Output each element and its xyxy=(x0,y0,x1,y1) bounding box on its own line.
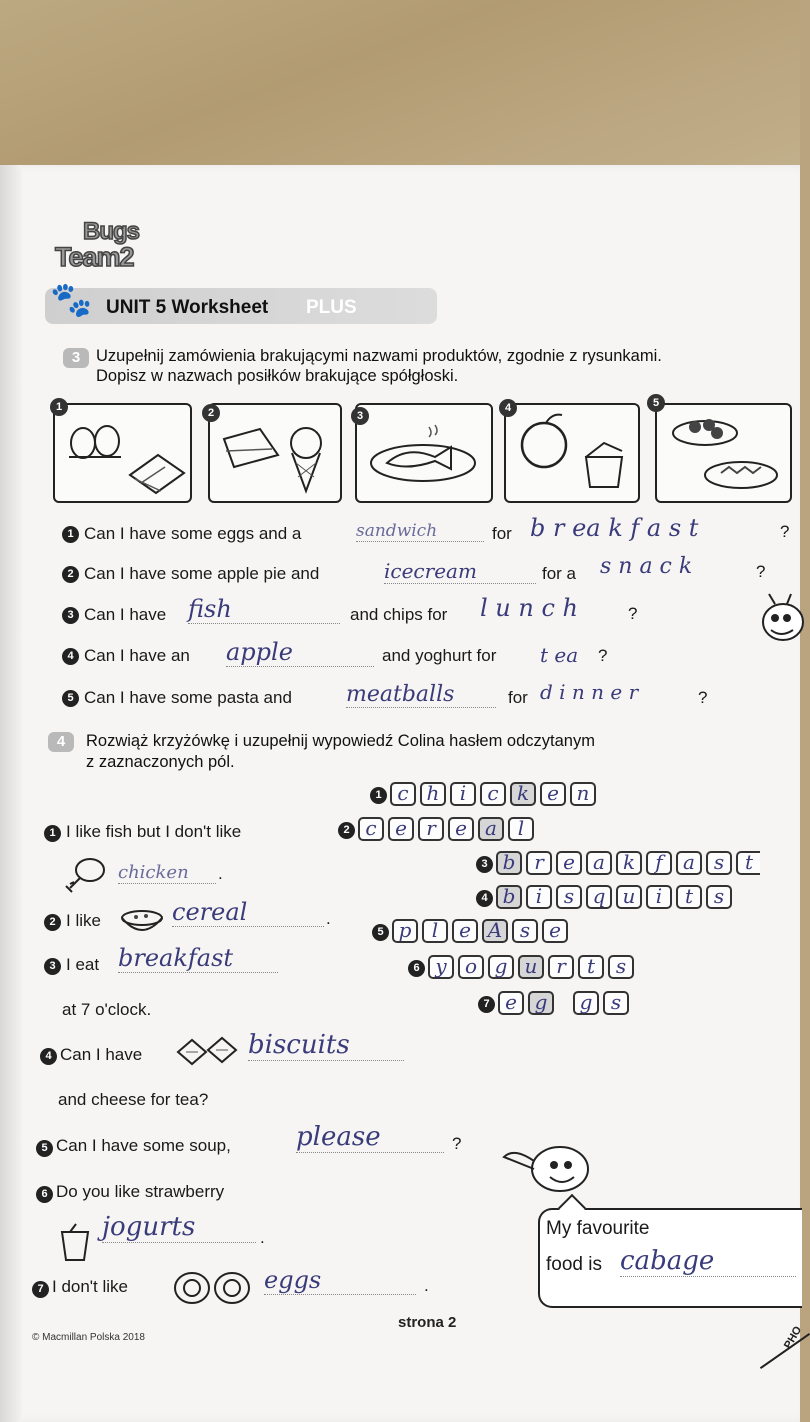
clue-1-text: I like fish but I don't like xyxy=(66,822,242,841)
grid-cell: c xyxy=(358,817,384,841)
chicken-leg-icon xyxy=(62,856,106,896)
grid-cell: i xyxy=(450,782,476,806)
sentence-1-meal: b r ea k f a s t xyxy=(530,514,699,542)
grid-cell: r xyxy=(548,955,574,979)
sentence-2-number: 2 xyxy=(62,566,79,583)
clue-2-number: 2 xyxy=(44,914,61,931)
picture-3-fish-chips xyxy=(355,403,493,503)
clue-6-text: Do you like strawberry xyxy=(56,1182,225,1201)
clue-5-number: 5 xyxy=(36,1140,53,1157)
sentence-5-text: Can I have some pasta and xyxy=(84,688,292,707)
sentence-4-qmark: ? xyxy=(598,646,608,665)
grid-cell: p xyxy=(392,919,418,943)
picture-4-number: 4 xyxy=(499,399,517,417)
grid-cell: o xyxy=(458,955,484,979)
exercise-4-number: 4 xyxy=(48,732,74,752)
pie-icecream-drawing xyxy=(210,405,340,501)
grid-cell: e xyxy=(498,991,524,1015)
clue-7-number: 7 xyxy=(32,1281,49,1298)
grid-row-5-number: 5 xyxy=(372,924,389,941)
grid-cell: a xyxy=(676,851,702,875)
clue-4-answer: biscuits xyxy=(248,1030,404,1061)
paw-icon: 🐾 xyxy=(50,281,93,319)
grid-cell-highlighted: u xyxy=(518,955,544,979)
clue-6-number: 6 xyxy=(36,1186,53,1203)
colin-character-drawing xyxy=(500,1135,592,1195)
clue-7-answer: eggs xyxy=(264,1266,416,1295)
clue-2-text: I like xyxy=(66,911,101,930)
bugs-team-logo: Bugs Team2 xyxy=(55,218,139,272)
grid-cell: h xyxy=(420,782,446,806)
grid-cell-cut-off: t xyxy=(736,851,760,875)
picture-2-number: 2 xyxy=(202,404,220,422)
grid-cell: e xyxy=(452,919,478,943)
grid-cell: f xyxy=(646,851,672,875)
sentence-2-meal: s n a c k xyxy=(600,554,693,579)
clue-3-continuation: at 7 o'clock. xyxy=(62,1000,152,1019)
grid-cell: s xyxy=(706,851,732,875)
grid-row-2-number: 2 xyxy=(338,822,355,839)
clue-4-number: 4 xyxy=(40,1048,57,1065)
picture-2-pie-icecream xyxy=(208,403,342,503)
fish-chips-drawing xyxy=(357,405,491,501)
clue-4-text: Can I have xyxy=(60,1045,143,1064)
unit-title: UNIT 5 Worksheet xyxy=(106,297,269,318)
grid-cell: e xyxy=(540,782,566,806)
clue-2-end: . xyxy=(326,909,331,928)
grid-cell: u xyxy=(616,885,642,909)
sentence-1-qmark: ? xyxy=(780,522,790,541)
grid-cell: k xyxy=(616,851,642,875)
sentence-3-for: and chips for xyxy=(350,605,448,624)
sentence-4-answer: apple xyxy=(226,638,374,667)
sentence-1-answer: sandwich xyxy=(356,521,484,542)
sentence-2-text: Can I have some apple pie and xyxy=(84,564,320,583)
picture-1-number: 1 xyxy=(50,398,68,416)
grid-cell: i xyxy=(646,885,672,909)
grid-cell: r xyxy=(526,851,552,875)
picture-4-apple-yoghurt xyxy=(504,403,640,503)
clue-4-continuation: and cheese for tea? xyxy=(58,1090,209,1109)
cereal-bowl-icon xyxy=(118,906,166,936)
exercise-3-instruction-2: Dopisz w nazwach posiłków brakujące spółgłoski. xyxy=(96,367,459,385)
grid-cell: t xyxy=(676,885,702,909)
grid-cell: s xyxy=(512,919,538,943)
grid-row-3-number: 3 xyxy=(476,856,493,873)
grid-cell: s xyxy=(556,885,582,909)
picture-5-pasta-meatballs xyxy=(655,403,792,503)
grid-cell-highlighted: k xyxy=(510,782,536,806)
sentence-5-answer: meatballs xyxy=(346,682,496,708)
clue-6-end: . xyxy=(260,1228,265,1247)
grid-cell: s xyxy=(608,955,634,979)
clue-1-answer: chicken xyxy=(118,862,216,884)
sentence-2-for: for a xyxy=(542,564,577,583)
grid-cell: r xyxy=(418,817,444,841)
picture-1-eggs-sandwich xyxy=(53,403,192,503)
grid-cell: c xyxy=(480,782,506,806)
grid-cell-highlighted: g xyxy=(528,991,554,1015)
sentence-3-number: 3 xyxy=(62,607,79,624)
bubble-line-2: food is xyxy=(546,1254,602,1275)
apple-yoghurt-drawing xyxy=(506,405,638,501)
sentence-3-text: Can I have xyxy=(84,605,167,624)
grid-row-7-number: 7 xyxy=(478,996,495,1013)
clue-1-end: . xyxy=(218,864,223,883)
sentence-4-meal: t ea xyxy=(540,643,579,667)
grid-cell: y xyxy=(428,955,454,979)
grid-cell-highlighted: A xyxy=(482,919,508,943)
grid-row-1-number: 1 xyxy=(370,787,387,804)
grid-cell: l xyxy=(422,919,448,943)
sentence-5-for: for xyxy=(508,688,528,707)
clue-2-answer: cereal xyxy=(172,898,324,927)
grid-cell: s xyxy=(706,885,732,909)
unit-plus-label: PLUS xyxy=(306,297,357,318)
grid-cell: n xyxy=(570,782,596,806)
exercise-4-instruction-2: z zaznaczonych pól. xyxy=(86,753,235,771)
grid-cell: e xyxy=(448,817,474,841)
grid-cell: i xyxy=(526,885,552,909)
sentence-2-qmark: ? xyxy=(756,562,766,581)
clue-6-answer: jogurts xyxy=(102,1212,256,1243)
grid-cell: e xyxy=(556,851,582,875)
clue-5-answer: please xyxy=(296,1122,444,1153)
clue-3-number: 3 xyxy=(44,958,61,975)
sentence-4-text: Can I have an xyxy=(84,646,190,665)
clue-3-text: I eat xyxy=(66,955,100,974)
sentence-1-text: Can I have some eggs and a xyxy=(84,524,302,543)
exercise-3-number: 3 xyxy=(63,348,89,368)
picture-3-number: 3 xyxy=(351,407,369,425)
clue-1-number: 1 xyxy=(44,825,61,842)
grid-cell-highlighted: b xyxy=(496,851,522,875)
eggs-sandwich-drawing xyxy=(55,405,190,501)
sentence-5-meal: d i n n e r xyxy=(540,680,639,704)
sentence-1-for: for xyxy=(492,524,512,543)
exercise-4-instruction-1: Rozwiąż krzyżówkę i uzupełnij wypowiedź Colina hasłem odczytanym xyxy=(86,732,595,750)
bug-character-drawing xyxy=(755,590,800,645)
grid-cell: s xyxy=(603,991,629,1015)
sentence-2-answer: icecream xyxy=(384,559,536,584)
clue-5-end: ? xyxy=(452,1134,462,1153)
sentence-3-answer: fish xyxy=(188,595,340,624)
clue-7-text: I don't like xyxy=(52,1277,129,1296)
grid-cell: e xyxy=(388,817,414,841)
grid-cell: a xyxy=(586,851,612,875)
biscuits-icon xyxy=(174,1034,240,1068)
grid-cell: q xyxy=(586,885,612,909)
sentence-3-meal: l u n c h xyxy=(480,594,579,622)
grid-cell: g xyxy=(488,955,514,979)
sentence-1-number: 1 xyxy=(62,526,79,543)
grid-cell: c xyxy=(390,782,416,806)
bubble-line-1: My favourite xyxy=(546,1218,650,1239)
yoghurt-cup-icon xyxy=(56,1220,96,1264)
carpet-background xyxy=(0,0,800,175)
sentence-4-number: 4 xyxy=(62,648,79,665)
grid-cell-highlighted: b xyxy=(496,885,522,909)
corner-label: PHO xyxy=(782,1324,805,1351)
clue-7-end: . xyxy=(424,1276,429,1295)
bubble-answer: cabage xyxy=(620,1246,796,1277)
pasta-meatballs-drawing xyxy=(657,405,790,501)
grid-row-4-number: 4 xyxy=(476,890,493,907)
grid-cell-highlighted: a xyxy=(478,817,504,841)
sentence-4-for: and yoghurt for xyxy=(382,646,497,665)
clue-5-text: Can I have some soup, xyxy=(56,1136,231,1155)
grid-cell: l xyxy=(508,817,534,841)
copyright: © Macmillan Polska 2018 xyxy=(32,1332,145,1343)
sentence-5-number: 5 xyxy=(62,690,79,707)
sentence-5-qmark: ? xyxy=(698,688,708,707)
grid-row-6-number: 6 xyxy=(408,960,425,977)
sentence-3-qmark: ? xyxy=(628,604,638,623)
grid-cell: t xyxy=(578,955,604,979)
eggs-icon xyxy=(172,1268,256,1308)
page-number: strona 2 xyxy=(398,1314,457,1331)
grid-cell: g xyxy=(573,991,599,1015)
exercise-3-instruction-1: Uzupełnij zamówienia brakującymi nazwami produktów, zgodnie z rysunkami. xyxy=(96,347,662,365)
picture-5-number: 5 xyxy=(647,394,665,412)
clue-3-answer: breakfast xyxy=(118,944,278,973)
grid-cell: e xyxy=(542,919,568,943)
